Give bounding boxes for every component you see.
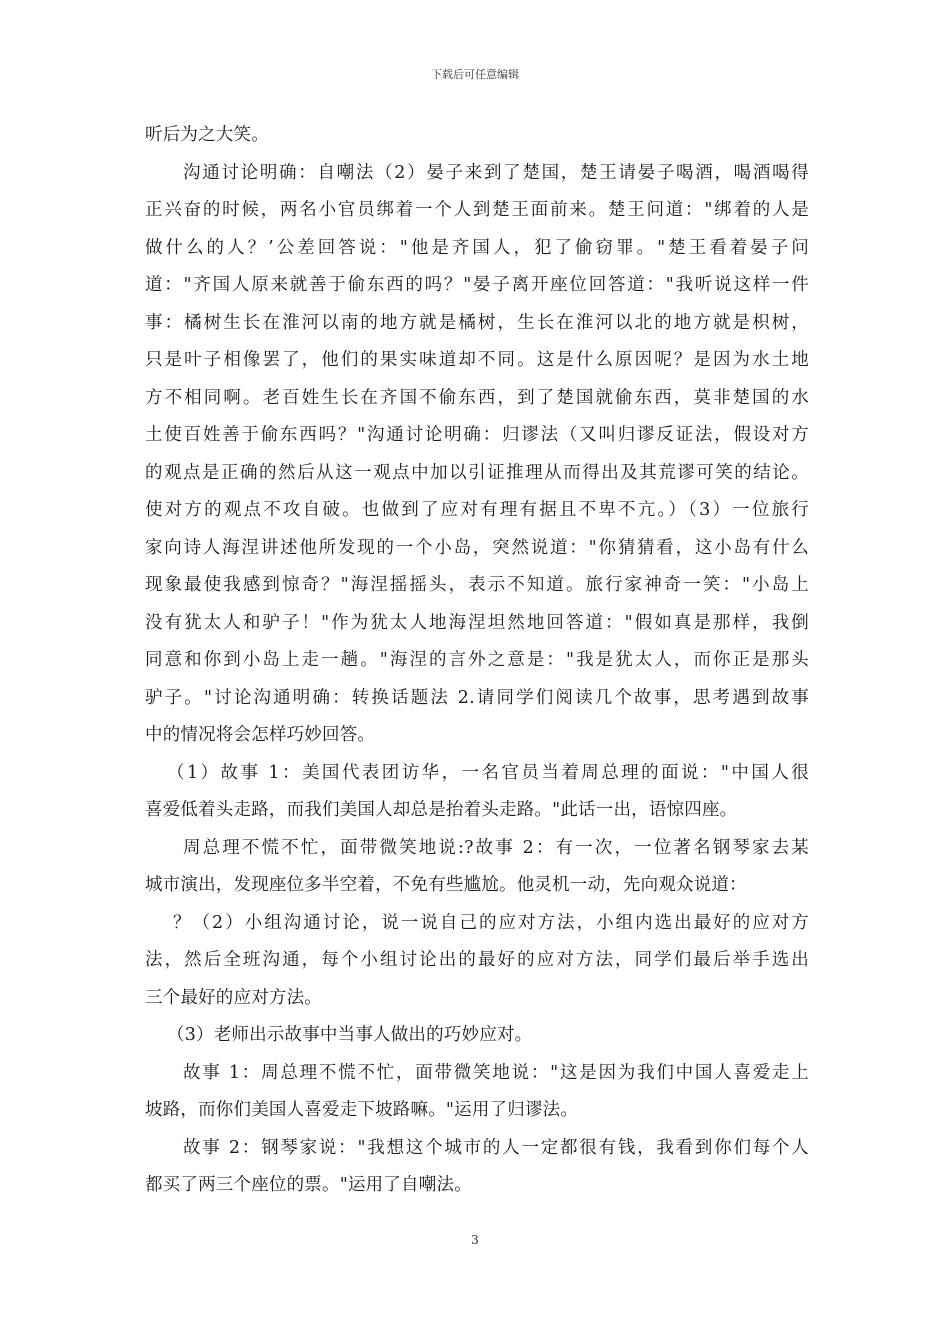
text-line: 同意和你到小岛上走一趟。"海涅的言外之意是："我是犹太人，而你正是那头 — [145, 650, 809, 670]
text-line: 土使百姓善于偷东西吗？"沟通讨论明确：归谬法（又叫归谬反证法，假设对方 — [145, 425, 809, 445]
text-line: 没有犹太人和驴子！"作为犹太人地海涅坦然地回答道："假如真是那样，我倒 — [145, 612, 809, 633]
text-line: （3）老师出示故事中当事人做出的巧妙应对。 — [167, 1025, 533, 1045]
text-line: 中的情况将会怎样巧妙回答。 — [145, 725, 376, 745]
text-line: 现象最使我感到惊奇？"海涅摇摇头，表示不知道。旅行家神奇一笑："小岛上 — [145, 575, 809, 595]
text-line: 三个最好的应对方法。 — [145, 987, 322, 1008]
text-line: 正兴奋的时候，两名小官员绑着一个人到楚王面前来。楚王问道："绑着的人是 — [145, 200, 809, 220]
text-line: 驴子。"讨论沟通明确：转换话题法 2.请同学们阅读几个故事，思考遇到故事 — [145, 687, 809, 708]
text-line: 喜爱低着头走路，而我们美国人却总是抬着头走路。"此话一出，语惊四座。 — [145, 800, 738, 820]
text-line: 沟通讨论明确：自嘲法（2）晏子来到了楚国，楚王请晏子喝酒，喝酒喝得 — [183, 162, 809, 183]
text-line: 坡路，而你们美国人喜爱走下坡路嘛。"运用了归谬法。 — [145, 1100, 579, 1120]
text-line: 事：橘树生长在淮河以南的地方就是橘树，生长在淮河以北的地方就是枳树， — [145, 312, 809, 333]
text-line: 方不相同啊。老百姓生长在齐国不偷东西，到了楚国就偷东西，莫非楚国的水 — [145, 387, 809, 408]
text-line: 周总理不慌不忙，面带微笑地说:?故事 2：有一次，一位著名钢琴家去某 — [183, 837, 809, 858]
text-line: ？（2）小组沟通讨论，说一说自己的应对方法，小组内选出最好的应对方 — [173, 912, 809, 933]
page-number: 3 — [471, 1233, 479, 1247]
text-line: 听后为之大笑。 — [145, 125, 269, 145]
text-line: 做什么的人？’公差回答说："他是齐国人，犯了偷窃罪。"楚王看着晏子问 — [145, 237, 809, 258]
text-line: 使对方的观点不攻自破。也做到了应对有理有据且不卑不亢。）（3）一位旅行 — [145, 500, 809, 520]
text-line: 的观点是正确的然后从这一观点中加以引证推理从而得出及其荒谬可笑的结论。 — [145, 462, 809, 483]
document-body — [145, 117, 809, 1205]
text-line: 只是叶子相像罢了，他们的果实味道却不同。这是什么原因呢？是因为水土地 — [145, 350, 809, 370]
text-line: 故事 2：钢琴家说："我想这个城市的人一定都很有钱，我看到你们每个人 — [183, 1137, 809, 1158]
page-header: 下载后可任意编辑 — [431, 68, 519, 81]
text-line: 家向诗人海涅讲述他所发现的一个小岛，突然说道："你猜猜看，这小岛有什么 — [145, 537, 809, 558]
text-line: 法，然后全班沟通，每个小组讨论出的最好的应对方法，同学们最后举手选出 — [145, 950, 809, 970]
text-line: 城市演出，发现座位多半空着，不免有些尴尬。他灵机一动，先向观众说道： — [145, 875, 747, 895]
text-line: 都买了两三个座位的票。"运用了自嘲法。 — [145, 1175, 472, 1195]
text-line: 故事 1：周总理不慌不忙，面带微笑地说："这是因为我们中国人喜爱走上 — [183, 1062, 809, 1083]
text-line: （1）故事 1：美国代表团访华，一名官员当着周总理的面说："中国人很 — [167, 762, 809, 783]
text-line: 道："齐国人原来就善于偷东西的吗？"晏子离开座位回答道："我听说这样一件 — [145, 275, 809, 295]
